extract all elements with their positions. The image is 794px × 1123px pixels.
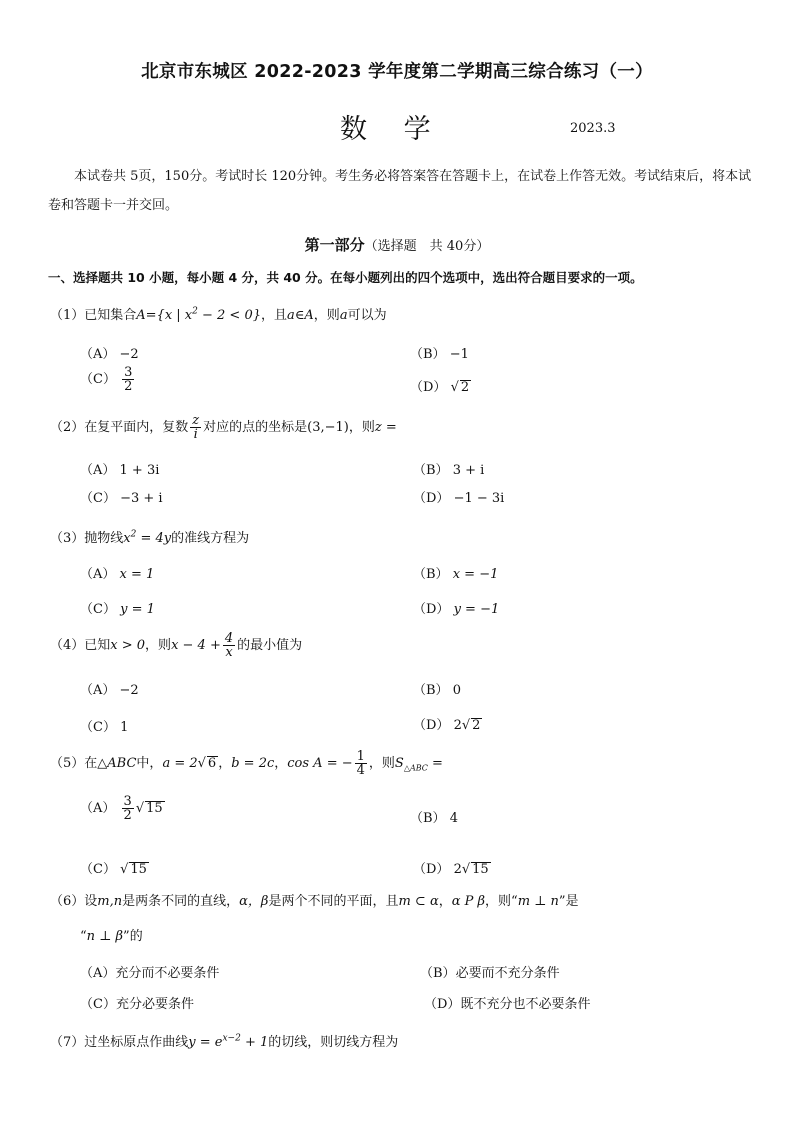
part-title: 第一部分: [304, 236, 365, 254]
fraction-numerator: 3: [123, 794, 132, 809]
option-text: y = −1: [453, 602, 500, 617]
question-7: [50, 1031, 398, 1050]
sqrt-icon: √: [120, 862, 129, 877]
fraction: [355, 750, 367, 777]
q1-var: a: [339, 308, 348, 323]
option-text: −2: [119, 347, 139, 362]
q3-end: 的准线方程为: [171, 531, 250, 546]
fraction-numerator: 4: [224, 631, 234, 646]
option-text: 1 + 3i: [119, 463, 160, 478]
option-label: （D）: [413, 862, 450, 877]
part-heading: [0, 234, 794, 255]
q6-option-a[interactable]: [80, 962, 219, 981]
option-label: （B）: [410, 811, 446, 826]
q6-cond-3: m ⊥ n: [517, 894, 559, 909]
q6-lines: m,n: [97, 894, 123, 909]
q6-cond-4: n ⊥ β: [86, 929, 124, 944]
q5-triangle: ABC: [107, 756, 137, 771]
separator: ，: [218, 756, 232, 771]
q1-set: A={x | x: [136, 308, 193, 323]
option-text: −1: [449, 347, 469, 362]
option-label: （C）: [80, 997, 116, 1012]
section-heading: 一、选择题共 10 小题，每小题 4 分，共 40 分。在每小题列出的四个选项中，选出符合题目要求的一项。: [48, 270, 643, 285]
option-label: （A）: [80, 683, 116, 698]
radicand: 2: [472, 718, 481, 733]
option-label: （C）: [80, 602, 116, 617]
q2-mid: 对应的点的坐标是: [203, 420, 308, 435]
intro-paragraph: 本试卷共 5页，150分。考试时长 120分钟。考生务必将答案答在答题卡上，在试卷上作答无效。考试结束后，将本试卷和答题卡一并交回。: [48, 169, 752, 213]
option-label: （B）: [413, 463, 449, 478]
q5-option-a[interactable]: [80, 795, 165, 822]
q3-eq-exp: 2: [130, 529, 137, 540]
q2-var: z: [374, 420, 382, 435]
radicand: 2: [460, 380, 470, 395]
exam-title: 北京市东城区 2022-2023 学年度第二学期高三综合练习（一）: [141, 62, 653, 82]
option-label: （B）: [413, 683, 449, 698]
question-6-line-1: [50, 890, 579, 909]
option-label: （D）: [413, 491, 450, 506]
q5-end: =: [427, 756, 443, 771]
sqrt-icon: √: [450, 380, 459, 395]
q4-option-b[interactable]: [413, 679, 461, 698]
question-5: [50, 750, 443, 777]
q3-option-c[interactable]: [80, 598, 155, 617]
q7-eq-tail: + 1: [240, 1035, 269, 1050]
q5-prefix: （5）在△: [50, 756, 108, 771]
option-text: y = 1: [120, 602, 155, 617]
q1-option-d[interactable]: [410, 376, 471, 395]
fraction-numerator: z: [192, 413, 200, 428]
question-3: [50, 527, 249, 546]
q5-mid: 中，: [136, 756, 163, 771]
q6-prefix: （6）设: [50, 894, 98, 909]
q6-option-c[interactable]: [80, 993, 194, 1012]
q5-area: S: [394, 756, 404, 771]
fraction-numerator: 1: [356, 749, 365, 764]
q5-area-sub: △ABC: [403, 763, 428, 773]
q2-option-b[interactable]: [413, 459, 484, 478]
option-text: 0: [452, 683, 461, 698]
q2-option-c[interactable]: [80, 487, 163, 506]
q1-option-b[interactable]: [410, 343, 469, 362]
q6-option-d[interactable]: [424, 993, 590, 1012]
q4-end: 的最小值为: [237, 638, 303, 653]
fraction-denominator: 2: [124, 379, 133, 394]
radicand: 6: [207, 756, 217, 771]
option-text: 3 + i: [452, 463, 485, 478]
separator: ，: [274, 756, 288, 771]
option-label: （A）: [80, 463, 116, 478]
option-label: （D）: [410, 380, 447, 395]
radicand: 15: [472, 862, 489, 877]
sqrt-icon: √: [135, 801, 145, 816]
fraction-denominator: i: [193, 427, 198, 442]
q1-cond: a∈A: [287, 308, 314, 323]
sqrt-icon: √: [197, 756, 206, 771]
q1-set-tail: − 2 < 0}: [197, 308, 262, 323]
q6-option-b[interactable]: [420, 962, 560, 981]
q4-prefix: （4）已知: [50, 638, 111, 653]
fraction-denominator: 4: [356, 763, 365, 778]
option-text: x = −1: [452, 567, 499, 582]
q2-end: =: [381, 420, 397, 435]
radicand: 15: [146, 801, 163, 816]
question-2: [50, 414, 397, 441]
fraction: [122, 795, 134, 822]
q6-text: ，: [438, 894, 452, 909]
sqrt-icon: √: [461, 862, 471, 877]
q1-option-c[interactable]: [80, 366, 136, 393]
option-text: −3 + i: [120, 491, 163, 506]
q4-expr: x − 4 +: [171, 638, 221, 653]
q2-option-a[interactable]: [80, 459, 159, 478]
exam-date: 2023.3: [570, 121, 616, 136]
q4-option-a[interactable]: [80, 679, 139, 698]
option-label: （A）: [80, 801, 116, 816]
option-label: （A）: [80, 347, 116, 362]
option-text: −2: [119, 683, 139, 698]
option-label: （C）: [80, 862, 116, 877]
q5-option-c[interactable]: [80, 858, 149, 877]
q6-text: 是两条不同的直线，: [122, 894, 240, 909]
part-note: （选择题 共 40分）: [364, 239, 490, 254]
q7-prefix: （7）过坐标原点作曲线: [50, 1035, 189, 1050]
q7-eq-exp: x−2: [222, 1033, 241, 1044]
coefficient: 2: [453, 862, 462, 877]
q3-eq-tail: = 4y: [136, 531, 172, 546]
q6-planes: α，β: [239, 894, 269, 909]
option-label: （C）: [80, 491, 116, 506]
fraction: [223, 632, 235, 659]
question-6-line-2: [80, 925, 143, 944]
q1-option-a[interactable]: [80, 343, 139, 362]
q4-mid: ，则: [145, 638, 172, 653]
coefficient: 2: [453, 718, 462, 733]
q3-eq: x: [123, 531, 131, 546]
fraction: [190, 414, 201, 441]
q7-end: 的切线，则切线方程为: [268, 1035, 399, 1050]
q5-option-b[interactable]: [410, 807, 458, 826]
q1-tail: ，则: [313, 308, 340, 323]
q7-eq: y = e: [188, 1035, 223, 1050]
option-label: （C）: [80, 372, 116, 387]
q3-prefix: （3）抛物线: [50, 531, 124, 546]
q3-option-b[interactable]: [413, 563, 498, 582]
option-label: （B）: [413, 567, 449, 582]
fraction-denominator: 2: [123, 808, 132, 823]
question-4: [50, 632, 302, 659]
subject-heading: 数 学: [340, 114, 445, 145]
option-label: （A）: [80, 966, 116, 981]
fraction: [122, 366, 134, 393]
option-label: （B）: [420, 966, 456, 981]
option-label: （D）: [413, 602, 450, 617]
option-text: x = 1: [119, 567, 155, 582]
option-text: 既不充分也不必要条件: [460, 997, 591, 1012]
q2-prefix: （2）在复平面内，复数: [50, 420, 189, 435]
q1-prefix: （1）已知集合: [50, 308, 137, 323]
option-text: −1 − 3i: [453, 491, 505, 506]
q2-tail: ，则: [348, 420, 375, 435]
option-text: 4: [449, 811, 458, 826]
q5-cos: cos A = −: [287, 756, 353, 771]
q6-text: 是两个不同的平面，且: [268, 894, 399, 909]
q4-option-c[interactable]: [80, 716, 128, 735]
q4-cond: x > 0: [110, 638, 146, 653]
q1-set-exp: 2: [192, 306, 198, 317]
radicand: 15: [130, 862, 147, 877]
option-text: 必要而不充分条件: [455, 966, 560, 981]
q3-option-d[interactable]: [413, 598, 499, 617]
q6-text: ”是: [558, 894, 579, 909]
option-text: 1: [120, 720, 129, 735]
q6-text: ，则“: [485, 894, 518, 909]
q6-quote: “: [80, 929, 87, 944]
q3-option-a[interactable]: [80, 563, 154, 582]
q1-mid: ，且: [261, 308, 288, 323]
question-1: [50, 304, 387, 323]
option-text: 充分而不必要条件: [115, 966, 220, 981]
q5-option-d[interactable]: [413, 858, 491, 877]
option-label: （B）: [410, 347, 446, 362]
option-label: （D）: [413, 718, 450, 733]
q4-option-d[interactable]: [413, 714, 482, 733]
fraction-numerator: 3: [124, 365, 133, 380]
q1-end: 可以为: [347, 308, 387, 323]
q2-point: (3,−1): [307, 420, 349, 435]
option-label: （D）: [424, 997, 461, 1012]
separator: ，则: [368, 756, 395, 771]
q6-cond-2: α P β: [451, 894, 486, 909]
option-label: （C）: [80, 720, 116, 735]
fraction-denominator: x: [225, 645, 233, 660]
q6-cond-1: m ⊂ α: [398, 894, 439, 909]
q5-a: a = 2: [162, 756, 198, 771]
option-text: 充分必要条件: [115, 997, 194, 1012]
q5-b: b = 2c: [231, 756, 275, 771]
q6-quote: ”的: [123, 929, 143, 944]
sqrt-icon: √: [461, 718, 471, 733]
q2-option-d[interactable]: [413, 487, 504, 506]
option-label: （A）: [80, 567, 116, 582]
